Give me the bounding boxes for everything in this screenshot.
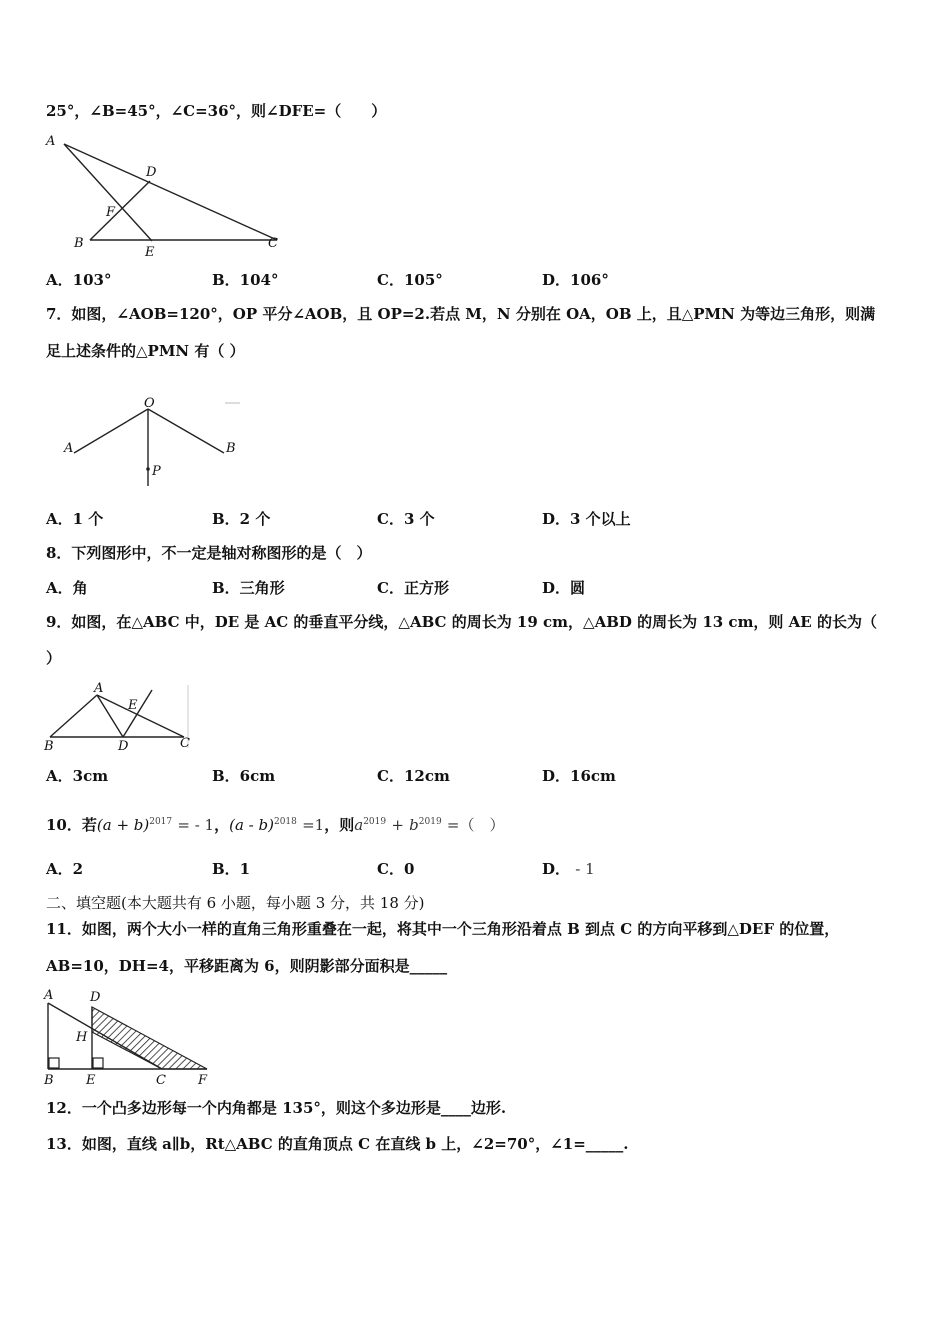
q8-option-c: C．正方形 <box>377 579 449 597</box>
q11-label-a: A <box>44 988 54 1003</box>
q7-option-b: B．2 个 <box>212 510 271 528</box>
q6-figure <box>40 130 300 260</box>
q10-eq2: =1 <box>302 816 325 834</box>
q9-stem-line2: ） <box>46 649 62 667</box>
q6-option-b: B．104° <box>212 271 279 289</box>
q10-tail: =（ ） <box>446 816 505 834</box>
q10-option-d-label: D． <box>542 860 571 878</box>
q9-label-a: A <box>94 681 104 696</box>
q10-a: a <box>354 816 364 834</box>
q9-label-c: C <box>180 736 190 751</box>
q12-stem: 12．一个凸多边形每一个内角都是 135°，则这个多边形是____边形. <box>46 1099 507 1117</box>
q10-b: b <box>409 816 419 834</box>
q7-figure <box>60 395 250 495</box>
q6-label-e: E <box>145 245 155 260</box>
q6-stem-tail: 25°，∠B=45°，∠C=36°，则∠DFE=（ ） <box>46 102 387 120</box>
q7-label-o: O <box>144 396 155 411</box>
q10-sep: ， <box>214 816 230 834</box>
q9-figure <box>40 680 200 755</box>
q7-label-p: P <box>152 464 161 479</box>
section2-title: 二、填空题(本大题共有 6 小题，每小题 3 分，共 18 分) <box>46 894 425 912</box>
q10-eq1: = - 1 <box>177 816 215 834</box>
q9-label-b: B <box>44 739 54 754</box>
q10-option-a: A．2 <box>46 860 84 878</box>
q10-expr1: (a + b) <box>96 816 150 834</box>
q9-label-e: E <box>128 698 138 713</box>
q11-label-e: E <box>86 1073 96 1088</box>
q7-label-b: B <box>226 441 236 456</box>
q10-exp3: 2019 <box>363 817 387 827</box>
q11-label-b: B <box>44 1073 54 1088</box>
q7-stem-line2: 足上述条件的△PMN 有（ ） <box>46 342 245 360</box>
q6-label-c: C <box>268 236 278 251</box>
q8-option-d: D．圆 <box>542 579 586 597</box>
q8-option-a: A．角 <box>46 579 88 597</box>
q13-stem: 13．如图，直线 a∥b，Rt△ABC 的直角顶点 C 在直线 b 上，∠2=70°，∠1=_____. <box>46 1135 629 1153</box>
q9-option-a: A．3cm <box>46 767 109 785</box>
q10-option-b: B．1 <box>212 860 251 878</box>
q9-option-d: D．16cm <box>542 767 616 785</box>
q10-plus: + <box>391 816 404 834</box>
q10-stem <box>46 812 504 835</box>
q10-expr2: (a - b) <box>229 816 274 834</box>
q11-label-f: F <box>198 1073 208 1088</box>
q11-label-h: H <box>76 1030 88 1045</box>
q7-option-d: D．3 个以上 <box>542 510 631 528</box>
q10-exp1: 2017 <box>149 817 173 827</box>
q6-option-a: A．103° <box>46 271 112 289</box>
q8-stem: 8．下列图形中，不一定是轴对称图形的是（ ） <box>46 544 372 562</box>
q9-label-d: D <box>118 739 129 754</box>
q9-option-c: C．12cm <box>377 767 450 785</box>
q6-option-c: C．105° <box>377 271 443 289</box>
q11-figure <box>40 985 220 1090</box>
q7-stem-line1: 7．如图，∠AOB=120°，OP 平分∠AOB，且 OP=2.若点 M，N 分别在 OA，OB 上，且△PMN 为等边三角形，则满 <box>46 305 876 323</box>
q7-option-a: A．1 个 <box>46 510 104 528</box>
q11-stem-line2: AB=10，DH=4，平移距离为 6，则阴影部分面积是_____ <box>46 957 448 975</box>
q7-option-c: C．3 个 <box>377 510 435 528</box>
q10-exp2: 2018 <box>273 817 297 827</box>
q11-label-c: C <box>156 1073 166 1088</box>
q9-stem-line1: 9．如图，在△ABC 中，DE 是 AC 的垂直平分线，△ABC 的周长为 19 cm，△ABD 的周长为 13 cm，则 AE 的长为（ <box>46 613 877 631</box>
q11-label-d: D <box>90 990 101 1005</box>
q10-option-d <box>542 859 595 879</box>
q6-label-b: B <box>74 236 84 251</box>
q6-option-d: D．106° <box>542 271 609 289</box>
q10-option-c: C．0 <box>377 860 415 878</box>
q10-prefix: 10．若 <box>46 816 97 834</box>
q11-stem-line1: 11．如图，两个大小一样的直角三角形重叠在一起，将其中一个三角形沿着点 B 到点 C 的方向平移到△DEF 的位置， <box>46 920 840 938</box>
q6-label-f: F <box>106 205 116 220</box>
q10-then: ，则 <box>324 816 355 834</box>
q10-option-d-value: - 1 <box>575 860 595 878</box>
q6-label-a: A <box>46 134 56 149</box>
q6-label-d: D <box>146 165 157 180</box>
q7-label-a: A <box>64 441 74 456</box>
q8-option-b: B．三角形 <box>212 579 285 597</box>
q9-option-b: B．6cm <box>212 767 276 785</box>
q10-exp4: 2019 <box>418 817 442 827</box>
